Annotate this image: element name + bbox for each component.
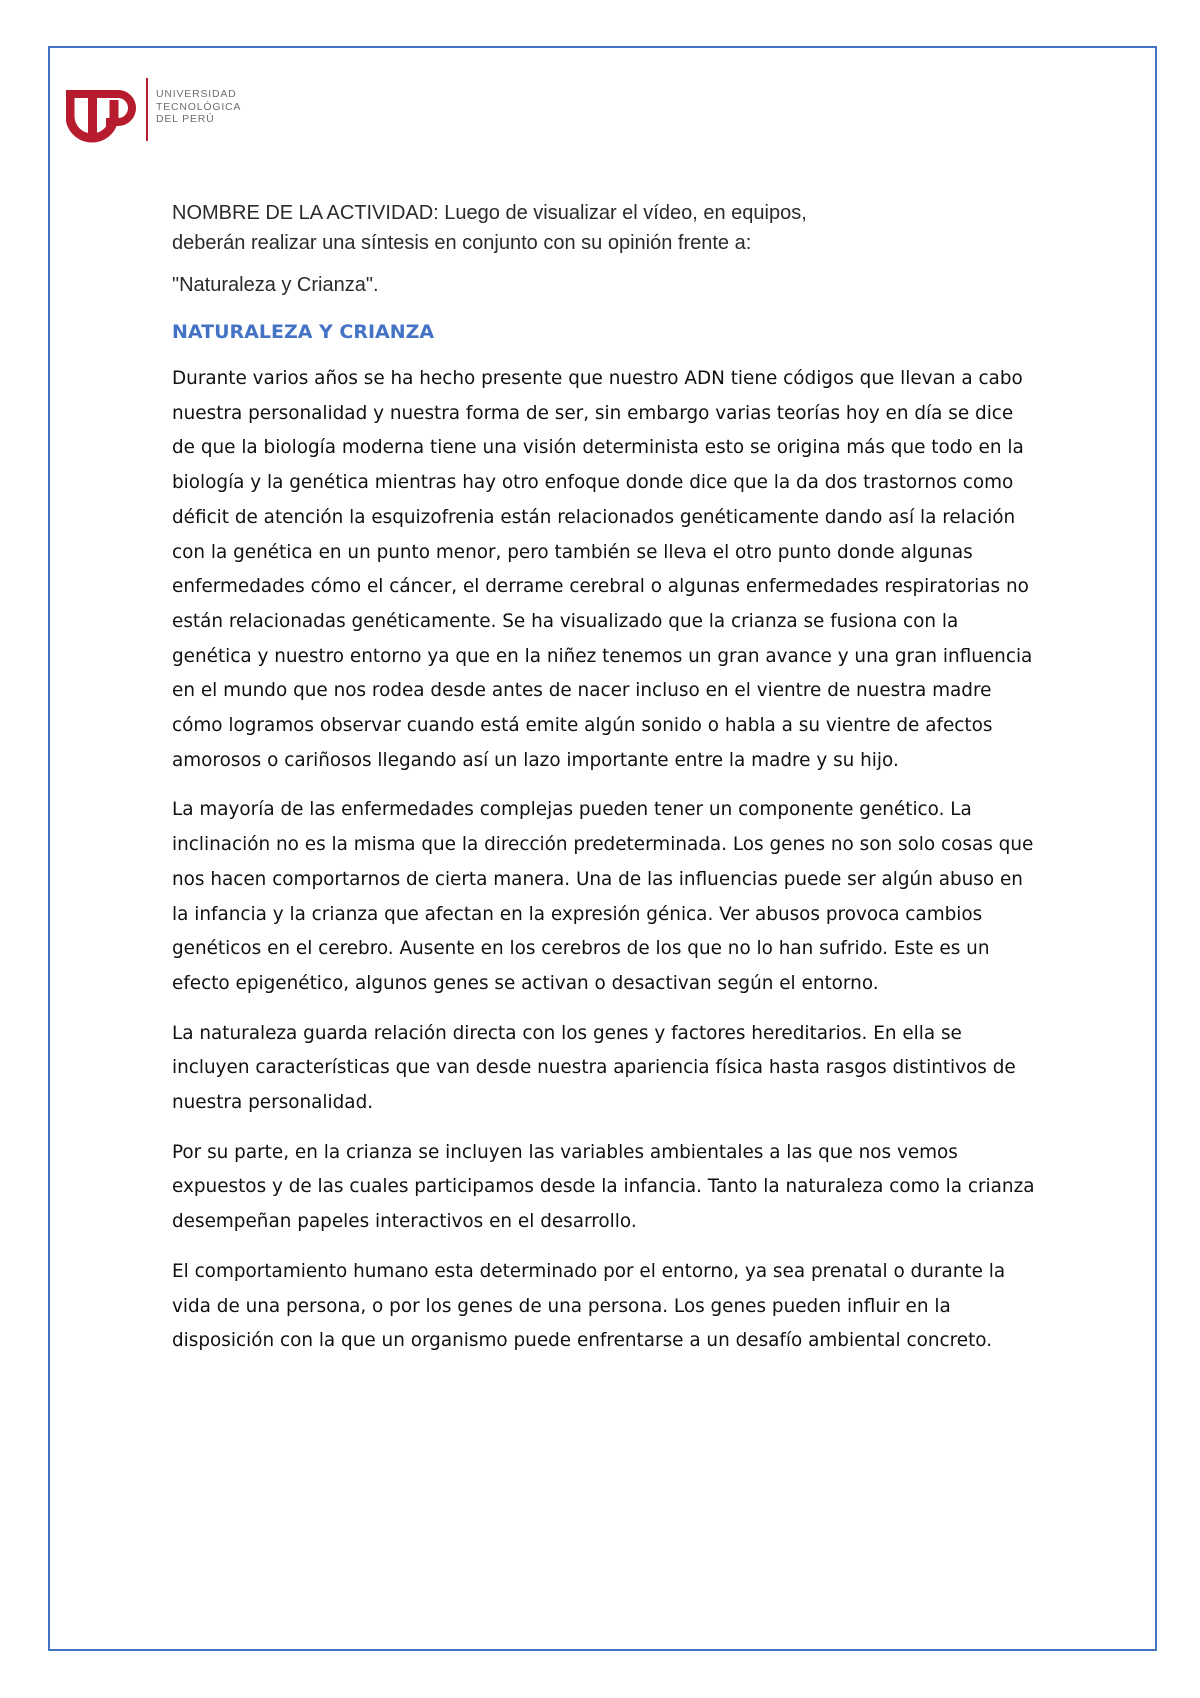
logo-text-line-1: UNIVERSIDAD: [156, 88, 237, 100]
activity-instructions: [172, 198, 1042, 258]
university-name: [156, 88, 241, 126]
section-heading: NATURALEZA Y CRIANZA: [172, 321, 435, 343]
topic-quote: "Naturaleza y Crianza".: [172, 274, 379, 296]
university-logo: [66, 78, 256, 144]
paragraph-1: Durante varios años se ha hecho presente que nuestro ADN tiene códigos que llevan a cabo nuestra personalidad y nuestra forma de ser, sin embargo varias teorías hoy en día se dice de que la biología moderna tiene una visión determinista esto se origina más que todo en la biología y la genética mientras hay otro enfoque donde dice que la da dos trastornos como déficit de atención la esquizofrenia están relacionados genéticamente dando así la relación con la genética en un punto menor, pero también se lleva el otro punto donde algunas enfermedades cómo el cáncer, el derrame cerebral o algunas enfermedades respiratorias no están relacionadas genéticamente. Se ha visualizado que la crianza se fusiona con la genética y nuestro entorno ya que en la niñez tenemos un gran avance y una gran influencia en el mundo que nos rodea desde antes de nacer incluso en el vientre de nuestra madre cómo logramos observar cuando está emite algún sonido o habla a su vientre de afectos amorosos o cariñosos llegando así un lazo importante entre la madre y su hijo.: [172, 368, 1033, 771]
activity-line-2: deberán realizar una síntesis en conjunto con su opinión frente a:: [172, 232, 752, 254]
utp-logo-icon: [66, 78, 138, 144]
logo-divider: [146, 78, 148, 141]
paragraph-3: La naturaleza guarda relación directa con los genes y factores hereditarios. En ella se incluyen características que van desde nuestra apariencia física hasta rasgos distintivos de nuestra personalidad.: [172, 1022, 1016, 1114]
logo-text-line-3: DEL PERÚ: [156, 113, 215, 125]
logo-text-line-2: TECNOLÓGICA: [156, 100, 242, 113]
paragraph-2: La mayoría de las enfermedades complejas pueden tener un componente genético. La inclinación no es la misma que la dirección predeterminada. Los genes no son solo cosas que nos hacen comportarnos de cierta manera. Una de las influencias puede ser algún abuso en la infancia y la crianza que afectan en la expresión génica. Ver abusos provoca cambios genéticos en el cerebro. Ausente en los cerebros de los que no lo han sufrido. Este es un efecto epigenético, algunos genes se activan o desactivan según el entorno.: [172, 799, 1034, 994]
paragraph-5: El comportamiento humano esta determinado por el entorno, ya sea prenatal o durante la vida de una persona, o por los genes de una persona. Los genes pueden influir en la disposición con la que un organismo puede enfrentarse a un desafío ambiental concreto.: [172, 1260, 1006, 1352]
document-body: [172, 198, 1042, 1359]
activity-line-1: NOMBRE DE LA ACTIVIDAD: Luego de visualizar el vídeo, en equipos,: [172, 202, 807, 224]
paragraph-4: Por su parte, en la crianza se incluyen las variables ambientales a las que nos vemos expuestos y de las cuales participamos desde la infancia. Tanto la naturaleza como la crianza desempeñan papeles interactivos en el desarrollo.: [172, 1141, 1035, 1233]
